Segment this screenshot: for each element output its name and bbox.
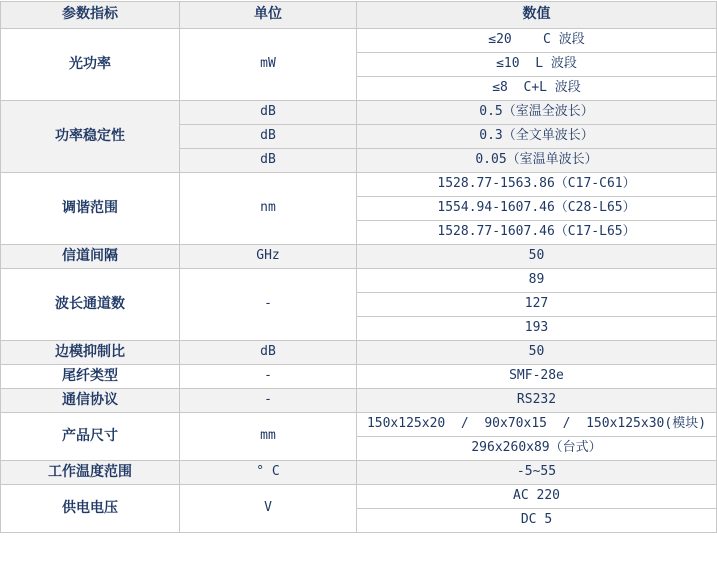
param-power-stability: 功率稳定性 bbox=[1, 101, 180, 173]
row-supply-voltage-1 bbox=[1, 485, 717, 509]
row-channel-spacing bbox=[1, 245, 717, 269]
value-power-stability-1: 0.5（室温全波长） bbox=[357, 101, 717, 125]
value-supply-voltage-ac: AC 220 bbox=[357, 485, 717, 509]
header-cell-value: 数值 bbox=[357, 2, 717, 29]
param-side-mode-suppression: 边模抑制比 bbox=[1, 341, 180, 365]
param-fiber-type: 尾纤类型 bbox=[1, 365, 180, 389]
unit-tuning-range: nm bbox=[180, 173, 357, 245]
param-optical-power: 光功率 bbox=[1, 29, 180, 101]
value-tuning-range-full: 1528.77-1607.46（C17-L65） bbox=[357, 221, 717, 245]
spec-table bbox=[0, 1, 717, 533]
param-dimensions: 产品尺寸 bbox=[1, 413, 180, 461]
value-optical-power-l-band: ≤10 L 波段 bbox=[357, 53, 717, 77]
param-supply-voltage: 供电电压 bbox=[1, 485, 180, 533]
row-dimensions-1 bbox=[1, 413, 717, 437]
unit-protocol: - bbox=[180, 389, 357, 413]
unit-power-stability-1: dB bbox=[180, 101, 357, 125]
value-supply-voltage-dc: DC 5 bbox=[357, 509, 717, 533]
value-wavelength-channels-1: 89 bbox=[357, 269, 717, 293]
header-cell-parameter: 参数指标 bbox=[1, 2, 180, 29]
param-tuning-range: 调谐范围 bbox=[1, 173, 180, 245]
value-dimensions-desktop: 296x260x89（台式） bbox=[357, 437, 717, 461]
value-wavelength-channels-3: 193 bbox=[357, 317, 717, 341]
row-optical-power-1 bbox=[1, 29, 717, 53]
unit-side-mode-suppression: dB bbox=[180, 341, 357, 365]
value-side-mode-suppression: 50 bbox=[357, 341, 717, 365]
unit-power-stability-3: dB bbox=[180, 149, 357, 173]
value-channel-spacing: 50 bbox=[357, 245, 717, 269]
header-cell-unit: 单位 bbox=[180, 2, 357, 29]
row-protocol bbox=[1, 389, 717, 413]
value-power-stability-3: 0.05（室温单波长） bbox=[357, 149, 717, 173]
value-protocol: RS232 bbox=[357, 389, 717, 413]
value-power-stability-2: 0.3（全文单波长） bbox=[357, 125, 717, 149]
row-side-mode-suppression bbox=[1, 341, 717, 365]
value-dimensions-module: 150x125x20 / 90x70x15 / 150x125x30(模块) bbox=[357, 413, 717, 437]
unit-fiber-type: - bbox=[180, 365, 357, 389]
unit-optical-power: mW bbox=[180, 29, 357, 101]
row-operating-temp bbox=[1, 461, 717, 485]
row-tuning-range-1 bbox=[1, 173, 717, 197]
unit-dimensions: mm bbox=[180, 413, 357, 461]
value-wavelength-channels-2: 127 bbox=[357, 293, 717, 317]
value-optical-power-c-band: ≤20 C 波段 bbox=[357, 29, 717, 53]
value-operating-temp: -5~55 bbox=[357, 461, 717, 485]
row-wavelength-channels-1 bbox=[1, 269, 717, 293]
unit-channel-spacing: GHz bbox=[180, 245, 357, 269]
unit-supply-voltage: V bbox=[180, 485, 357, 533]
param-operating-temp: 工作温度范围 bbox=[1, 461, 180, 485]
header-row bbox=[1, 2, 717, 29]
value-tuning-range-cl: 1554.94-1607.46（C28-L65） bbox=[357, 197, 717, 221]
value-tuning-range-c: 1528.77-1563.86（C17-C61） bbox=[357, 173, 717, 197]
param-wavelength-channels: 波长通道数 bbox=[1, 269, 180, 341]
unit-operating-temp: ° C bbox=[180, 461, 357, 485]
unit-power-stability-2: dB bbox=[180, 125, 357, 149]
unit-wavelength-channels: - bbox=[180, 269, 357, 341]
value-optical-power-cl-band: ≤8 C+L 波段 bbox=[357, 77, 717, 101]
row-power-stability-1 bbox=[1, 101, 717, 125]
param-channel-spacing: 信道间隔 bbox=[1, 245, 180, 269]
value-fiber-type: SMF-28e bbox=[357, 365, 717, 389]
param-protocol: 通信协议 bbox=[1, 389, 180, 413]
row-fiber-type bbox=[1, 365, 717, 389]
